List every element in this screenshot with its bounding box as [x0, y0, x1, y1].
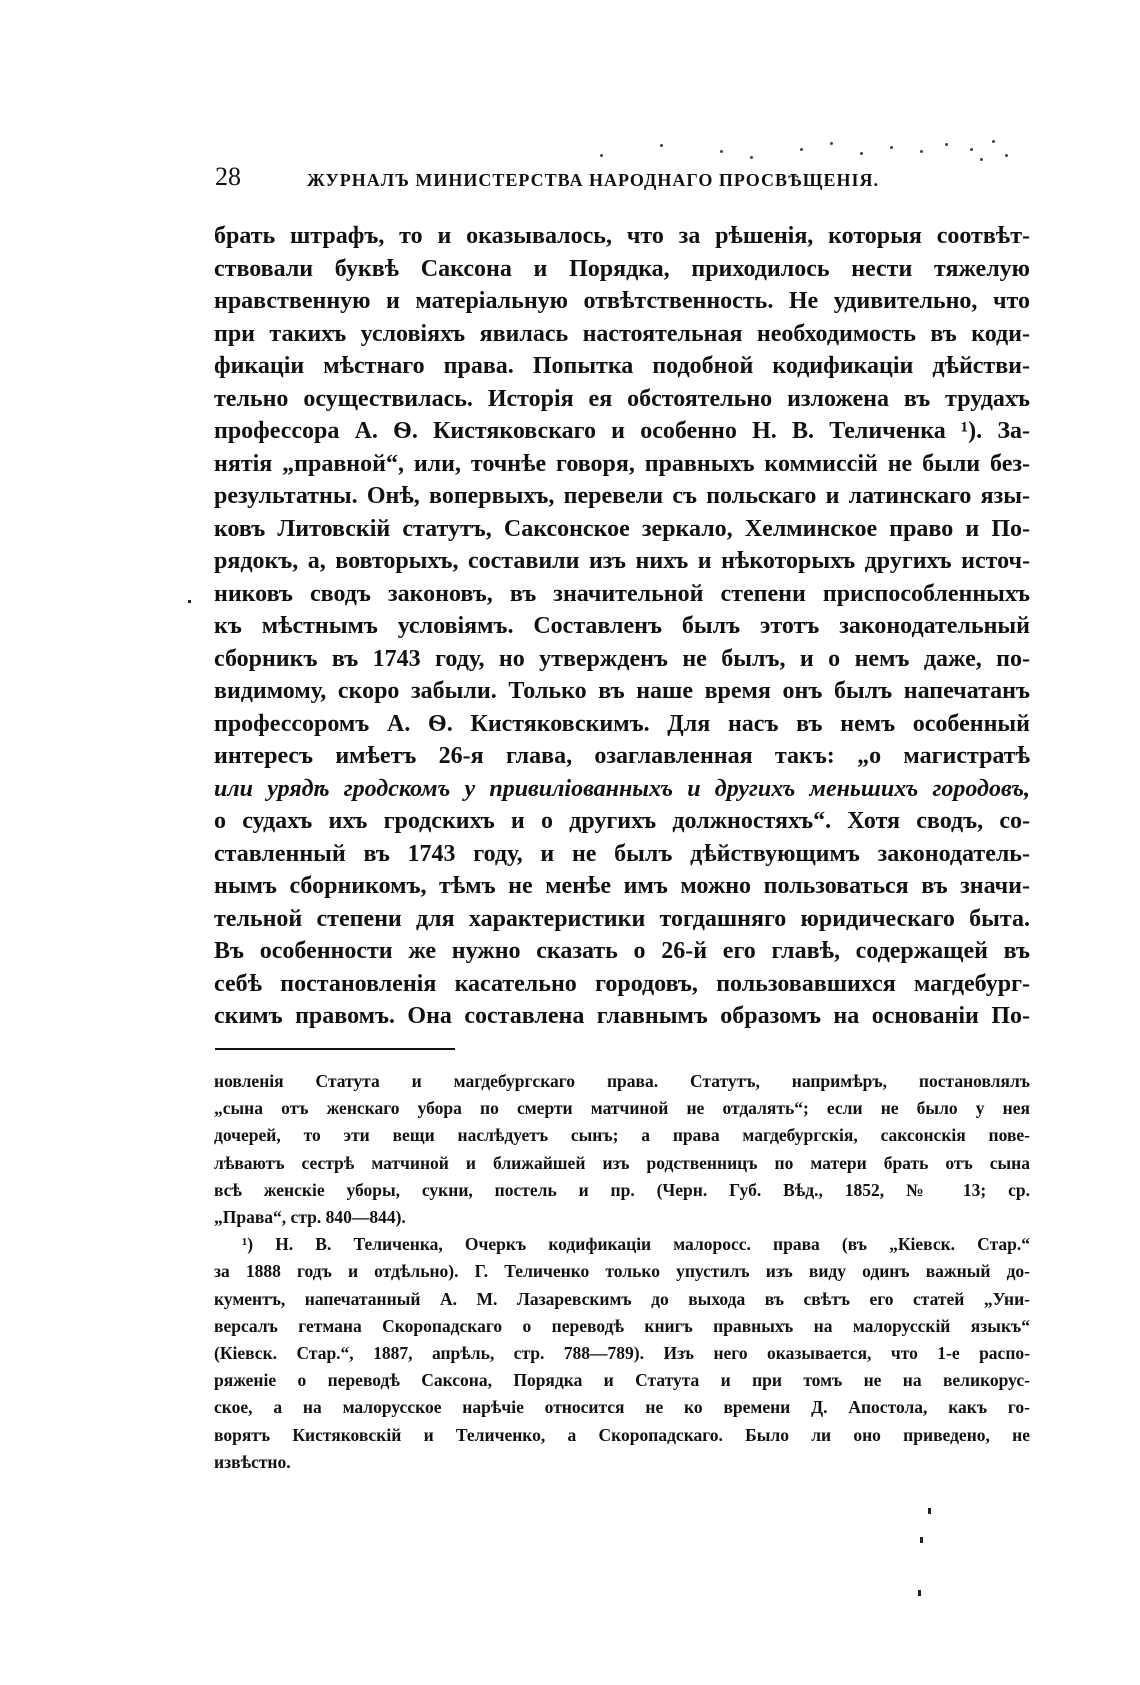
text-line: тельной степени для характеристики тогдашняго юридическаго быта.	[214, 905, 1030, 932]
text-line: о судахъ ихъ гродскихъ и о другихъ должностяхъ“. Хотя сводъ, со-	[214, 808, 1030, 834]
text-line: нравственную и матеріальную отвѣтственность. Не удивительно, что	[214, 288, 1030, 314]
footnote-line: ¹) Н. В. Теличенка, Очеркъ кодификаціи малоросс. права (въ „Кіевск. Стар.“	[242, 1234, 1030, 1255]
text-line-italic: или урядѣ гродскомъ у привилiованныхъ и другихъ меньшихъ городовъ,	[214, 775, 1030, 802]
footnote-line: извѣстно.	[214, 1451, 291, 1472]
footnote-line: кументъ, напечатанный А. М. Лазаревскимъ до выхода въ свѣтъ его статей „Уни-	[214, 1288, 1030, 1309]
footnote-line: версалъ гетмана Скоропадскаго о переводѣ книгъ правныхъ на малорусскій языкъ“	[214, 1315, 1030, 1336]
scan-mark	[188, 600, 191, 603]
text-line: результатны. Онѣ, вопервыхъ, перевели съ польскаго и латинскаго язы-	[214, 483, 1030, 509]
text-line: рядокъ, а, вовторыхъ, составили изъ нихъ и нѣкоторыхъ другихъ источ-	[214, 548, 1030, 574]
text-line: нымъ сборникомъ, тѣмъ не менѣе имъ можно пользоваться въ значи-	[214, 873, 1030, 899]
text-line: фикаціи мѣстнаго права. Попытка подобной кодификаціи дѣйстви-	[214, 353, 1030, 379]
text-line: ковъ Литовскій статутъ, Саксонское зеркало, Хелминское право и По-	[214, 515, 1030, 542]
page-number: 28	[215, 162, 241, 191]
text-line: при такихъ условіяхъ явилась настоятельная необходимость въ коди-	[214, 320, 1030, 347]
text-line: Въ особенности же нужно сказать о 26-й его главѣ, содержащей въ	[214, 938, 1030, 964]
text-line: никовъ сводъ законовъ, въ значительной степени приспособленныхъ	[214, 580, 1030, 607]
footnote-line: (Кіевск. Стар.“, 1887, апрѣль, стр. 788—789). Изъ него оказывается, что 1-е распо-	[214, 1343, 1030, 1364]
page-header	[215, 162, 1030, 202]
footnote-line: новленія Статута и магдебургскаго права. Статутъ, напримѣръ, постановлялъ	[214, 1071, 1030, 1091]
text-line: видимому, скоро забыли. Только въ наше время онъ былъ напечатанъ	[214, 678, 1030, 704]
footnote-line: дочерей, то эти вещи наслѣдуетъ сынъ; а права магдебургскія, саксонскія пове-	[214, 1125, 1030, 1146]
footnote-line: „Права“, стр. 840—844).	[214, 1207, 406, 1228]
running-head: ЖУРНАЛЪ МИНИСТЕРСТВА НАРОДНАГО ПРОСВѢЩЕНІЯ.	[307, 170, 880, 190]
text-line: брать штрафъ, то и оказывалось, что за рѣшенія, которыя соотвѣт-	[214, 223, 1030, 249]
text-line: интересъ имѣетъ 26-я глава, озаглавленная такъ: „о магистратѣ	[214, 743, 1030, 769]
footnote-line: лѣваютъ сестрѣ матчиной и ближайшей изъ родственницъ по матери брать отъ сына	[214, 1152, 1030, 1173]
scan-mark	[920, 1537, 923, 1543]
text-line: нятія „правной“, или, точнѣе говоря, правныхъ коммиссій не были без-	[214, 450, 1030, 477]
text-line: къ мѣстнымъ условіямъ. Составленъ былъ этотъ законодательный	[214, 613, 1030, 639]
footnote-divider	[215, 1048, 455, 1050]
scan-mark	[928, 1508, 931, 1514]
text-line: сборникъ въ 1743 году, но утвержденъ не былъ, и о немъ даже, по-	[214, 645, 1030, 672]
text-line: профессора А. Ѳ. Кистяковскаго и особенно Н. В. Теличенка ¹). За-	[214, 418, 1030, 444]
text-line: ставленный въ 1743 году, и не былъ дѣйствующимъ законодатель-	[214, 840, 1030, 867]
footnote-line: ворятъ Кистяковскій и Теличенко, а Скоропадскаго. Было ли оно приведено, не	[214, 1424, 1030, 1445]
footnote-line: за 1888 годъ и отдѣльно). Г. Теличенко только упустилъ изъ виду одинъ важный до-	[214, 1261, 1030, 1282]
text-line: тельно осуществилась. Исторія ея обстоятельно изложена въ трудахъ	[214, 385, 1030, 412]
footnotes	[214, 1068, 1030, 1476]
scan-mark	[918, 1590, 921, 1596]
text-line: ствовали буквѣ Саксона и Порядка, приходилось нести тяжелую	[214, 255, 1030, 282]
footnote-line: ское, а на малорусское нарѣчіе относится не ко времени Д. Апостола, какъ го-	[214, 1397, 1030, 1418]
main-text	[214, 220, 1030, 1033]
footnote-line: ряженіе о переводѣ Саксона, Порядка и Статута и при томъ не на великорус-	[214, 1370, 1030, 1391]
footnote-line: „сына отъ женскаго убора по смерти матчиной не отдалять“; если не было у нея	[214, 1098, 1030, 1119]
text-line: себѣ постановленія касательно городовъ, пользовавшихся магдебург-	[214, 970, 1030, 997]
text-line: профессоромъ А. Ѳ. Кистяковскимъ. Для насъ въ немъ особенный	[214, 710, 1030, 737]
footnote-line: всѣ женскіе уборы, сукни, постель и пр. (Черн. Губ. Вѣд., 1852, № 13; ср.	[214, 1179, 1030, 1200]
text-line: скимъ правомъ. Она составлена главнымъ образомъ на основаніи По-	[214, 1003, 1030, 1029]
